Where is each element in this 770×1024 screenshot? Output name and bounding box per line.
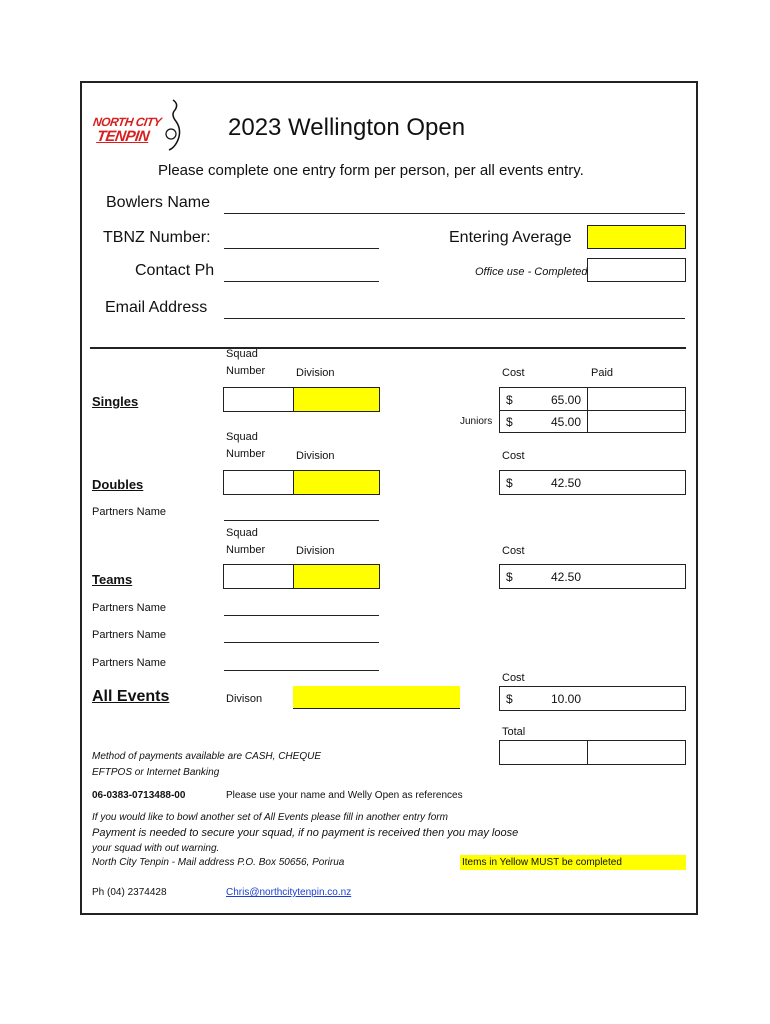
cost-header: Cost <box>502 545 525 557</box>
doubles-cost-value: 42.50 <box>550 476 581 490</box>
doubles-division-field[interactable] <box>293 470 380 495</box>
contact-phone-label: Contact Ph <box>135 262 215 279</box>
currency-symbol: $ <box>506 692 513 706</box>
note-line-1: If you would like to bowl another set of All Events please fill in another entry form <box>92 812 448 823</box>
note-line-3: your squad with out warning. <box>92 843 220 854</box>
singles-paid-field[interactable] <box>587 387 686 411</box>
instruction-text: Please complete one entry form per person, per all events entry. <box>158 162 584 179</box>
cost-header: Cost <box>502 672 525 684</box>
currency-symbol: $ <box>506 393 513 407</box>
teams-squad-field[interactable] <box>223 564 295 589</box>
squad-header: Squad <box>226 348 258 360</box>
all-events-label: All Events <box>92 688 170 705</box>
juniors-cost-value: 45.00 <box>550 415 581 429</box>
squad-header: Squad <box>226 527 258 539</box>
singles-cost <box>499 387 588 411</box>
division-header: Division <box>296 450 335 462</box>
email-link[interactable]: Chris@northcitytenpin.co.nz <box>226 887 352 898</box>
cost-header: Cost <box>502 367 525 379</box>
teams-partner-field-2[interactable] <box>224 642 379 643</box>
teams-partner-field-3[interactable] <box>224 670 379 671</box>
doubles-partner-field[interactable] <box>224 520 379 521</box>
teams-cost-value: 42.50 <box>550 570 581 584</box>
singles-division-field[interactable] <box>293 387 380 412</box>
section-divider <box>90 347 686 349</box>
number-header: Number <box>226 544 266 556</box>
entering-average-label: Entering Average <box>449 229 572 246</box>
mail-address: North City Tenpin - Mail address P.O. Box 50656, Porirua <box>92 857 345 868</box>
office-use-label: Office use - Completed <box>475 266 588 278</box>
total-field[interactable] <box>499 740 588 765</box>
email-address-field[interactable] <box>224 318 685 319</box>
partners-name-label: Partners Name <box>92 506 166 518</box>
note-line-2: Payment is needed to secure your squad, if no payment is received then you may loose <box>92 827 519 839</box>
logo-line-2: TENPIN <box>95 128 151 145</box>
doubles-cost <box>499 470 686 495</box>
singles-label: Singles <box>92 394 139 409</box>
logo-line-1: NORTH CITY <box>92 115 163 129</box>
north-city-tenpin-logo <box>93 96 188 152</box>
phone-number: Ph (04) 2374428 <box>92 887 167 898</box>
entering-average-field[interactable] <box>587 225 686 249</box>
singles-squad-field[interactable] <box>223 387 295 412</box>
currency-symbol: $ <box>506 415 513 429</box>
currency-symbol: $ <box>506 476 513 490</box>
required-fields-note: Items in Yellow MUST be completed <box>460 855 686 870</box>
partners-name-label: Partners Name <box>92 629 166 641</box>
all-events-cost <box>499 686 686 711</box>
currency-symbol: $ <box>506 570 513 584</box>
all-events-division-field[interactable] <box>293 686 460 709</box>
tbnz-number-label: TBNZ Number: <box>103 229 211 246</box>
teams-partner-field-1[interactable] <box>224 615 379 616</box>
singles-cost-value: 65.00 <box>550 393 581 407</box>
paid-header: Paid <box>591 367 614 379</box>
division-header: Division <box>296 367 335 379</box>
payment-methods-line-2: EFTPOS or Internet Banking <box>92 767 220 778</box>
bowlers-name-field[interactable] <box>224 213 685 214</box>
number-header: Number <box>226 365 266 377</box>
tbnz-number-field[interactable] <box>224 248 379 249</box>
bank-account-number: 06-0383-0713488-00 <box>92 790 186 801</box>
all-events-cost-value: 10.00 <box>550 692 581 706</box>
juniors-label: Juniors <box>460 416 493 427</box>
juniors-paid-field[interactable] <box>587 410 686 433</box>
partners-name-label: Partners Name <box>92 602 166 614</box>
office-use-field[interactable] <box>587 258 686 282</box>
teams-cost <box>499 564 686 589</box>
bowlers-name-label: Bowlers Name <box>106 194 211 211</box>
payment-methods-line-1: Method of payments available are CASH, CHEQUE <box>92 751 321 762</box>
cost-header: Cost <box>502 450 525 462</box>
all-events-division-label: Divison <box>226 693 263 705</box>
teams-label: Teams <box>92 572 133 587</box>
division-header: Division <box>296 545 335 557</box>
total-paid-field[interactable] <box>587 740 686 765</box>
contact-phone-field[interactable] <box>224 281 379 282</box>
doubles-squad-field[interactable] <box>223 470 295 495</box>
juniors-cost <box>499 410 588 433</box>
total-label: Total <box>502 726 526 738</box>
number-header: Number <box>226 448 266 460</box>
reference-note: Please use your name and Welly Open as references <box>226 790 463 801</box>
partners-name-label: Partners Name <box>92 657 166 669</box>
squad-header: Squad <box>226 431 258 443</box>
teams-division-field[interactable] <box>293 564 380 589</box>
email-address-label: Email Address <box>105 299 208 316</box>
doubles-label: Doubles <box>92 477 144 492</box>
page-title: 2023 Wellington Open <box>228 114 466 141</box>
